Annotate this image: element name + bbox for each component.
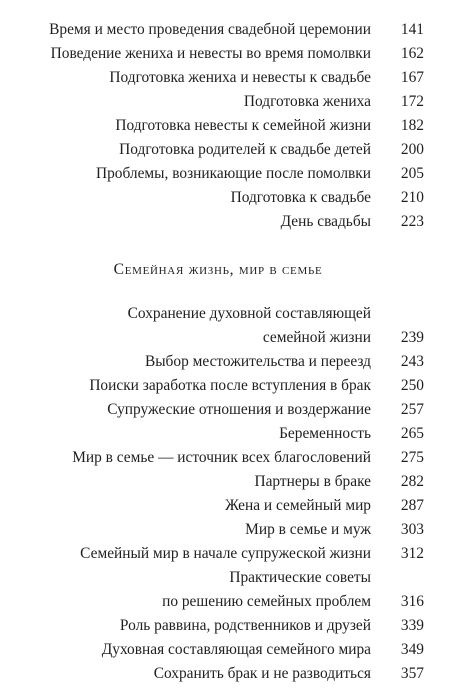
toc-entry (12, 66, 424, 90)
toc-entry-page: 210 (400, 189, 424, 206)
toc-entry (12, 162, 424, 186)
toc-entry-page: 265 (400, 425, 424, 442)
toc-entry-page: 223 (400, 213, 424, 230)
toc-entry-title: Сохранить брак и не разводиться (153, 665, 371, 682)
toc-entry-page: 172 (400, 93, 424, 110)
toc-entry (12, 302, 424, 326)
toc-entry (12, 42, 424, 66)
toc-entry (12, 446, 424, 470)
toc-entry-title: Семейный мир в начале супружеской жизни (80, 545, 371, 562)
toc-entry-page: 357 (400, 665, 424, 682)
toc-entry-page: 303 (400, 521, 424, 538)
toc-entry-page: 205 (400, 165, 424, 182)
toc-entry-title: Поведение жениха и невесты во время помолвки (50, 45, 371, 62)
toc-entry-title: Беременность (279, 425, 371, 442)
toc-entry (12, 638, 424, 662)
toc-entry (12, 662, 424, 686)
toc-entry (12, 470, 424, 494)
toc-entry-title: Подготовка к свадьбе (230, 189, 371, 206)
toc-entry-title: Партнеры в браке (254, 473, 371, 490)
toc-entry-title: Мир в семье — источник всех благословений (72, 449, 371, 466)
toc-entry-page: 275 (400, 449, 424, 466)
toc-entry (12, 138, 424, 162)
toc-entry-page: 316 (400, 593, 424, 610)
toc-entry (12, 398, 424, 422)
toc-entry-page: 162 (400, 45, 424, 62)
toc-entry (12, 422, 424, 446)
toc-entry-page: 349 (400, 641, 424, 658)
toc-entry-title: Духовная составляющая семейного мира (101, 641, 371, 658)
toc-entry (12, 326, 424, 350)
toc-entry-title: Практические советы (229, 569, 371, 586)
toc-entry (12, 542, 424, 566)
toc-entry-title: Время и место проведения свадебной церемонии (49, 21, 371, 38)
toc-entry-title: Супружеские отношения и воздержание (107, 401, 371, 418)
toc-entry-title: Жена и семейный мир (225, 497, 371, 514)
toc-entry-page: 141 (400, 21, 424, 38)
toc-entry-title: День свадьбы (280, 213, 371, 230)
toc-entry-title: Подготовка жениха и невесты к свадьбе (109, 69, 371, 86)
toc-entry (12, 614, 424, 638)
toc-entry-title: Сохранение духовной составляющей (127, 305, 371, 322)
toc-entry-page: 257 (400, 401, 424, 418)
toc-entry-title: Мир в семье и муж (245, 521, 371, 538)
toc-entry (12, 590, 424, 614)
toc-entry-page: 167 (400, 69, 424, 86)
toc-entry-title: Роль раввина, родственников и друзей (119, 617, 371, 634)
toc-entry-page: 250 (400, 377, 424, 394)
toc-entry (12, 210, 424, 234)
toc-entry (12, 350, 424, 374)
toc-entry-title: по решению семейных проблем (162, 593, 371, 610)
toc-entry (12, 90, 424, 114)
toc-entry-title: Подготовка родителей к свадьбе детей (119, 141, 371, 158)
toc-entry-title: Подготовка невесты к семейной жизни (115, 117, 371, 134)
toc-entry-title: семейной жизни (262, 329, 371, 346)
toc-entry-page: 282 (400, 473, 424, 490)
toc-entry (12, 374, 424, 398)
toc-entry-page: 287 (400, 497, 424, 514)
section-heading: Семейная жизнь, мир в семье (113, 261, 323, 278)
toc-entry-title: Выбор местожительства и переезд (144, 353, 371, 370)
toc-entry-page: 312 (400, 545, 424, 562)
toc-entry-title: Проблемы, возникающие после помолвки (95, 165, 371, 182)
toc-entry (12, 518, 424, 542)
toc-entry (12, 18, 424, 42)
toc-entry-page: 243 (400, 353, 424, 370)
toc-entry (12, 566, 424, 590)
toc-entry (12, 186, 424, 210)
toc-entry-page: 182 (400, 117, 424, 134)
toc-entry-title: Поиски заработка после вступления в брак (89, 377, 371, 394)
toc-entry-page: 239 (400, 329, 424, 346)
toc-entry (12, 114, 424, 138)
toc-entry-page: 200 (400, 141, 424, 158)
toc-entry-title: Подготовка жениха (243, 93, 371, 110)
toc-entry-page: 339 (400, 617, 424, 634)
toc-entry (12, 494, 424, 518)
